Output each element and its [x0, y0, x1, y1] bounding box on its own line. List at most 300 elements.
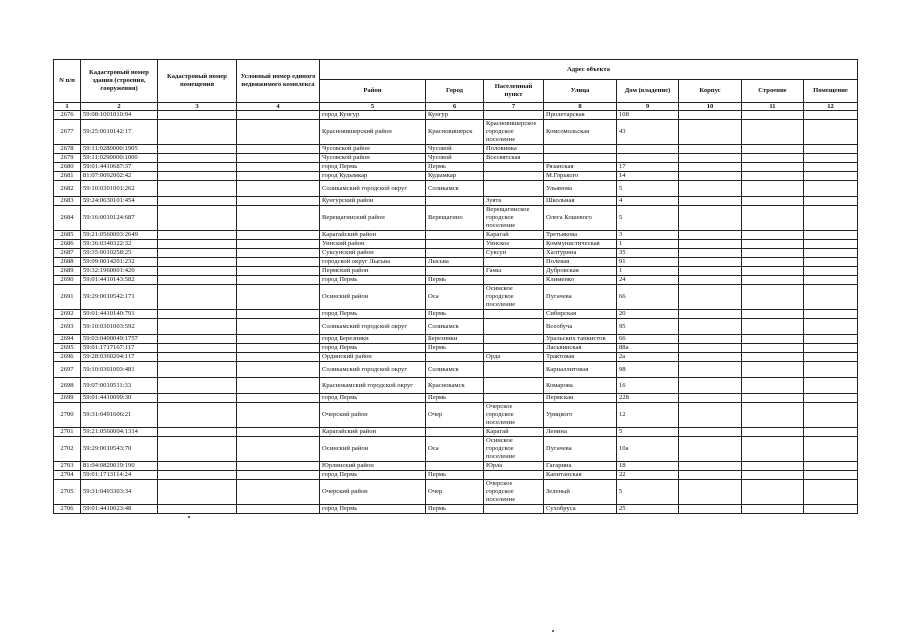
stroenie-cell — [742, 480, 804, 505]
stroenie-cell — [742, 462, 804, 471]
cadastral-number-cell: 59:24:0630101:454 — [81, 197, 158, 206]
street-cell: Карналлитовая — [544, 362, 617, 378]
conditional-number-cell — [237, 335, 320, 344]
street-cell: Ленина — [544, 428, 617, 437]
conditional-number-cell — [237, 362, 320, 378]
row-number-cell: 2706 — [54, 505, 81, 514]
street-cell: Школьная — [544, 197, 617, 206]
conditional-number-cell — [237, 231, 320, 240]
row-number-cell: 2678 — [54, 145, 81, 154]
cadastral-number-cell: 59:07:0010511:33 — [81, 378, 158, 394]
conditional-number-cell — [237, 428, 320, 437]
stroenie-cell — [742, 471, 804, 480]
korpus-cell — [679, 480, 742, 505]
row-number-cell: 2682 — [54, 181, 81, 197]
street-cell: Пугачева — [544, 285, 617, 310]
room-cadastral-cell — [158, 181, 237, 197]
room-cadastral-cell — [158, 197, 237, 206]
city-cell: Чусовой — [426, 145, 484, 154]
street-cell — [544, 145, 617, 154]
row-number-cell: 2686 — [54, 240, 81, 249]
room-cadastral-cell — [158, 145, 237, 154]
room-cadastral-cell — [158, 471, 237, 480]
conditional-number-cell — [237, 353, 320, 362]
room-cadastral-cell — [158, 353, 237, 362]
room-cell — [804, 145, 858, 154]
street-cell: Трактовая — [544, 353, 617, 362]
room-cadastral-cell — [158, 249, 237, 258]
row-number-cell: 2693 — [54, 319, 81, 335]
settlement-cell — [484, 378, 544, 394]
cadastral-number-cell: 59:21:0560004:1314 — [81, 428, 158, 437]
district-cell: Чусовской район — [320, 145, 426, 154]
korpus-cell — [679, 276, 742, 285]
stroenie-cell — [742, 231, 804, 240]
city-cell — [426, 462, 484, 471]
city-cell: Чусовой — [426, 154, 484, 163]
district-cell: город Пермь — [320, 276, 426, 285]
street-cell: Сухобруса — [544, 505, 617, 514]
district-cell: Краснокамский городской округ — [320, 378, 426, 394]
room-cell — [804, 428, 858, 437]
column-number: 9 — [617, 103, 679, 111]
house-cell: 88а — [617, 344, 679, 353]
room-cell — [804, 163, 858, 172]
column-number: 5 — [320, 103, 426, 111]
street-cell: Халтурина — [544, 249, 617, 258]
stroenie-cell — [742, 505, 804, 514]
settlement-cell — [484, 319, 544, 335]
settlement-cell: Карагай — [484, 231, 544, 240]
cadastral-number-cell: 59:01:1717167:117 — [81, 344, 158, 353]
korpus-cell — [679, 111, 742, 120]
stroenie-cell — [742, 111, 804, 120]
house-cell: 43 — [617, 120, 679, 145]
stroenie-cell — [742, 267, 804, 276]
cadastral-number-cell: 59:01:4410099:30 — [81, 394, 158, 403]
stroenie-cell — [742, 285, 804, 310]
city-cell: Кунгур — [426, 111, 484, 120]
korpus-cell — [679, 206, 742, 231]
room-cell — [804, 240, 858, 249]
conditional-number-cell — [237, 240, 320, 249]
house-cell: 24 — [617, 276, 679, 285]
room-cadastral-cell — [158, 505, 237, 514]
settlement-cell: Уинское — [484, 240, 544, 249]
table-row — [54, 403, 858, 428]
table-row — [54, 319, 858, 335]
city-cell — [426, 428, 484, 437]
stroenie-cell — [742, 437, 804, 462]
house-cell: 1 — [617, 240, 679, 249]
conditional-number-cell — [237, 471, 320, 480]
room-cadastral-cell — [158, 231, 237, 240]
table-row — [54, 267, 858, 276]
korpus-cell — [679, 231, 742, 240]
room-cell — [804, 249, 858, 258]
room-cell — [804, 362, 858, 378]
column-number: 4 — [237, 103, 320, 111]
conditional-number-cell — [237, 111, 320, 120]
street-cell: Пермская — [544, 394, 617, 403]
settlement-cell: Верещагинское городское поселение — [484, 206, 544, 231]
district-cell: город Пермь — [320, 471, 426, 480]
conditional-number-cell — [237, 249, 320, 258]
settlement-cell: Осинское городское поселение — [484, 437, 544, 462]
row-number-cell: 2700 — [54, 403, 81, 428]
table-row — [54, 335, 858, 344]
header-cadastral-building: Кадастровый номер здания (строения, сооружения) — [81, 60, 158, 103]
settlement-cell: Суксун — [484, 249, 544, 258]
street-cell: Пролетарская — [544, 111, 617, 120]
street-cell: Рязанская — [544, 163, 617, 172]
street-cell: Ласьвинская — [544, 344, 617, 353]
row-number-cell: 2685 — [54, 231, 81, 240]
column-number: 3 — [158, 103, 237, 111]
column-number: 12 — [804, 103, 858, 111]
korpus-cell — [679, 267, 742, 276]
table-row — [54, 240, 858, 249]
city-cell: Соликамск — [426, 181, 484, 197]
korpus-cell — [679, 197, 742, 206]
conditional-number-cell — [237, 276, 320, 285]
city-cell: Лысьва — [426, 258, 484, 267]
row-number-cell: 2694 — [54, 335, 81, 344]
table-row — [54, 163, 858, 172]
stroenie-cell — [742, 353, 804, 362]
settlement-cell: Гамы — [484, 267, 544, 276]
district-cell: Пермский район — [320, 267, 426, 276]
city-cell: Краснокамск — [426, 378, 484, 394]
column-number: 11 — [742, 103, 804, 111]
table-row — [54, 154, 858, 163]
house-cell — [617, 154, 679, 163]
cadastral-number-cell: 59:10:0301003:592 — [81, 319, 158, 335]
korpus-cell — [679, 163, 742, 172]
column-number-row — [54, 103, 858, 111]
stroenie-cell — [742, 394, 804, 403]
stroenie-cell — [742, 145, 804, 154]
room-cadastral-cell — [158, 335, 237, 344]
room-cell — [804, 335, 858, 344]
cadastral-number-cell: 59:10:0301003:481 — [81, 362, 158, 378]
street-cell: Олега Кошевого — [544, 206, 617, 231]
korpus-cell — [679, 285, 742, 310]
korpus-cell — [679, 353, 742, 362]
stroenie-cell — [742, 172, 804, 181]
room-cell — [804, 258, 858, 267]
cadastral-number-cell: 81:07:0092002:42 — [81, 172, 158, 181]
district-cell: Ординский район — [320, 353, 426, 362]
conditional-number-cell — [237, 437, 320, 462]
korpus-cell — [679, 240, 742, 249]
house-cell: 108 — [617, 111, 679, 120]
street-cell: М.Горького — [544, 172, 617, 181]
room-cell — [804, 310, 858, 319]
room-cadastral-cell — [158, 480, 237, 505]
column-number: 6 — [426, 103, 484, 111]
house-cell: 2а — [617, 353, 679, 362]
house-cell: 25 — [617, 505, 679, 514]
korpus-cell — [679, 462, 742, 471]
room-cell — [804, 344, 858, 353]
room-cadastral-cell — [158, 362, 237, 378]
house-cell: 16 — [617, 378, 679, 394]
street-cell: Зеленый — [544, 480, 617, 505]
korpus-cell — [679, 378, 742, 394]
room-cell — [804, 403, 858, 428]
district-cell: город Кудымкар — [320, 172, 426, 181]
city-cell: Верещагино — [426, 206, 484, 231]
korpus-cell — [679, 428, 742, 437]
row-number-cell: 2691 — [54, 285, 81, 310]
conditional-number-cell — [237, 172, 320, 181]
row-number-cell: 2698 — [54, 378, 81, 394]
district-cell: город Пермь — [320, 310, 426, 319]
room-cell — [804, 378, 858, 394]
cadastral-number-cell: 59:29:0010543:70 — [81, 437, 158, 462]
street-cell: Гагарина — [544, 462, 617, 471]
city-cell: Соликамск — [426, 362, 484, 378]
korpus-cell — [679, 394, 742, 403]
house-cell: 5 — [617, 480, 679, 505]
cadastral-number-cell: 59:32:1960001:420 — [81, 267, 158, 276]
cadastral-number-cell: 59:35:0010258:25 — [81, 249, 158, 258]
city-cell — [426, 197, 484, 206]
room-cell — [804, 437, 858, 462]
room-cadastral-cell — [158, 437, 237, 462]
conditional-number-cell — [237, 145, 320, 154]
district-cell: город Пермь — [320, 394, 426, 403]
settlement-cell — [484, 310, 544, 319]
room-cell — [804, 172, 858, 181]
district-cell: городской округ Лысьва — [320, 258, 426, 267]
row-number-cell: 2701 — [54, 428, 81, 437]
room-cadastral-cell — [158, 378, 237, 394]
house-cell: 98 — [617, 362, 679, 378]
room-cell — [804, 462, 858, 471]
row-number-cell: 2681 — [54, 172, 81, 181]
korpus-cell — [679, 154, 742, 163]
cadastral-number-cell: 59:21:0560003:2649 — [81, 231, 158, 240]
house-cell: 17 — [617, 163, 679, 172]
table-row — [54, 437, 858, 462]
korpus-cell — [679, 437, 742, 462]
district-cell: город Пермь — [320, 163, 426, 172]
row-number-cell: 2680 — [54, 163, 81, 172]
column-number: 2 — [81, 103, 158, 111]
street-cell: Уральских танкистов — [544, 335, 617, 344]
korpus-cell — [679, 181, 742, 197]
street-cell: Коммунистическая — [544, 240, 617, 249]
city-cell: Очер — [426, 403, 484, 428]
conditional-number-cell — [237, 344, 320, 353]
district-cell: город Кунгур — [320, 111, 426, 120]
city-cell — [426, 231, 484, 240]
korpus-cell — [679, 172, 742, 181]
district-cell: Уинский район — [320, 240, 426, 249]
row-number-cell: 2696 — [54, 353, 81, 362]
street-cell: Капитанская — [544, 471, 617, 480]
row-number-cell: 2704 — [54, 471, 81, 480]
row-number-cell: 2697 — [54, 362, 81, 378]
row-number-cell: 2690 — [54, 276, 81, 285]
row-number-cell: 2699 — [54, 394, 81, 403]
stroenie-cell — [742, 335, 804, 344]
street-cell: Урицкого — [544, 403, 617, 428]
stroenie-cell — [742, 362, 804, 378]
room-cadastral-cell — [158, 403, 237, 428]
settlement-cell: Карагай — [484, 428, 544, 437]
korpus-cell — [679, 319, 742, 335]
room-cell — [804, 267, 858, 276]
settlement-cell: Очерское городское поселение — [484, 480, 544, 505]
room-cadastral-cell — [158, 319, 237, 335]
conditional-number-cell — [237, 378, 320, 394]
room-cell — [804, 197, 858, 206]
korpus-cell — [679, 120, 742, 145]
house-cell — [617, 145, 679, 154]
street-cell: Комсомольская — [544, 120, 617, 145]
settlement-cell: Юрла — [484, 462, 544, 471]
header-stroenie: Строение — [742, 80, 804, 103]
house-cell: 5 — [617, 206, 679, 231]
cadastral-number-cell: 59:01:4410140:791 — [81, 310, 158, 319]
room-cell — [804, 120, 858, 145]
conditional-number-cell — [237, 403, 320, 428]
table-row — [54, 276, 858, 285]
room-cell — [804, 206, 858, 231]
stroenie-cell — [742, 197, 804, 206]
room-cadastral-cell — [158, 111, 237, 120]
room-cadastral-cell — [158, 240, 237, 249]
house-cell: 5 — [617, 181, 679, 197]
house-cell: 10а — [617, 437, 679, 462]
header-city: Город — [426, 80, 484, 103]
header-district: Район — [320, 80, 426, 103]
street-cell: Третьякова — [544, 231, 617, 240]
conditional-number-cell — [237, 310, 320, 319]
cadastral-number-cell: 59:36:0340322:32 — [81, 240, 158, 249]
conditional-number-cell — [237, 480, 320, 505]
district-cell: Чусовской район — [320, 154, 426, 163]
korpus-cell — [679, 505, 742, 514]
settlement-cell — [484, 163, 544, 172]
room-cadastral-cell — [158, 394, 237, 403]
cadastral-number-cell: 59:01:4410023:48 — [81, 505, 158, 514]
korpus-cell — [679, 335, 742, 344]
row-number-cell: 2688 — [54, 258, 81, 267]
settlement-cell: Орда — [484, 353, 544, 362]
district-cell: Верещагинский район — [320, 206, 426, 231]
stroenie-cell — [742, 310, 804, 319]
table-row — [54, 172, 858, 181]
table-row — [54, 378, 858, 394]
stroenie-cell — [742, 181, 804, 197]
house-cell: 18 — [617, 462, 679, 471]
city-cell — [426, 249, 484, 258]
table-row — [54, 362, 858, 378]
house-cell: 35 — [617, 249, 679, 258]
room-cell — [804, 276, 858, 285]
header-room: Помещение — [804, 80, 858, 103]
korpus-cell — [679, 471, 742, 480]
room-cell — [804, 471, 858, 480]
room-cadastral-cell — [158, 206, 237, 231]
city-cell — [426, 240, 484, 249]
cadastral-number-cell: 59:01:4410687:37 — [81, 163, 158, 172]
cadastral-number-cell: 59:03:0400049:1757 — [81, 335, 158, 344]
header-street: Улица — [544, 80, 617, 103]
column-number: 8 — [544, 103, 617, 111]
district-cell: город Пермь — [320, 505, 426, 514]
conditional-number-cell — [237, 197, 320, 206]
room-cadastral-cell — [158, 267, 237, 276]
settlement-cell: Очерское городское поселение — [484, 403, 544, 428]
conditional-number-cell — [237, 258, 320, 267]
city-cell: Пермь — [426, 163, 484, 172]
house-cell: 95 — [617, 319, 679, 335]
table-row — [54, 344, 858, 353]
room-cadastral-cell — [158, 172, 237, 181]
stroenie-cell — [742, 206, 804, 231]
stroenie-cell — [742, 276, 804, 285]
district-cell: Осинский район — [320, 437, 426, 462]
header-settlement: Населенный пункт — [484, 80, 544, 103]
house-cell: 1 — [617, 267, 679, 276]
house-cell: 22 — [617, 471, 679, 480]
room-cell — [804, 353, 858, 362]
settlement-cell: Всесвятская — [484, 154, 544, 163]
table-row — [54, 258, 858, 267]
room-cadastral-cell — [158, 258, 237, 267]
district-cell: Кунгурский район — [320, 197, 426, 206]
settlement-cell — [484, 111, 544, 120]
cadastral-number-cell: 59:31:0493303:34 — [81, 480, 158, 505]
cadastral-number-cell: 81:04:0820019:190 — [81, 462, 158, 471]
street-cell: Всеобуча — [544, 319, 617, 335]
table-row — [54, 394, 858, 403]
conditional-number-cell — [237, 285, 320, 310]
stroenie-cell — [742, 240, 804, 249]
room-cell — [804, 480, 858, 505]
table-row — [54, 111, 858, 120]
column-number: 10 — [679, 103, 742, 111]
room-cell — [804, 505, 858, 514]
conditional-number-cell — [237, 154, 320, 163]
street-cell: Комарова — [544, 378, 617, 394]
room-cell — [804, 111, 858, 120]
header-korpus: Корпус — [679, 80, 742, 103]
cadastral-number-cell: 59:31:0491606:21 — [81, 403, 158, 428]
settlement-cell — [484, 181, 544, 197]
house-cell: 20 — [617, 310, 679, 319]
house-cell: 5 — [617, 428, 679, 437]
district-cell: Красновишерский район — [320, 120, 426, 145]
header-row-number: N п/п — [54, 60, 81, 103]
city-cell: Оса — [426, 437, 484, 462]
district-cell: Осинский район — [320, 285, 426, 310]
district-cell: Юрлинский район — [320, 462, 426, 471]
stroenie-cell — [742, 403, 804, 428]
table-row — [54, 471, 858, 480]
house-cell: 66 — [617, 285, 679, 310]
district-cell: город Березники — [320, 335, 426, 344]
cadastral-number-cell: 59:25:0010142:17 — [81, 120, 158, 145]
header-address-group: Адрес объекта — [320, 60, 858, 80]
room-cadastral-cell — [158, 310, 237, 319]
table-row — [54, 145, 858, 154]
